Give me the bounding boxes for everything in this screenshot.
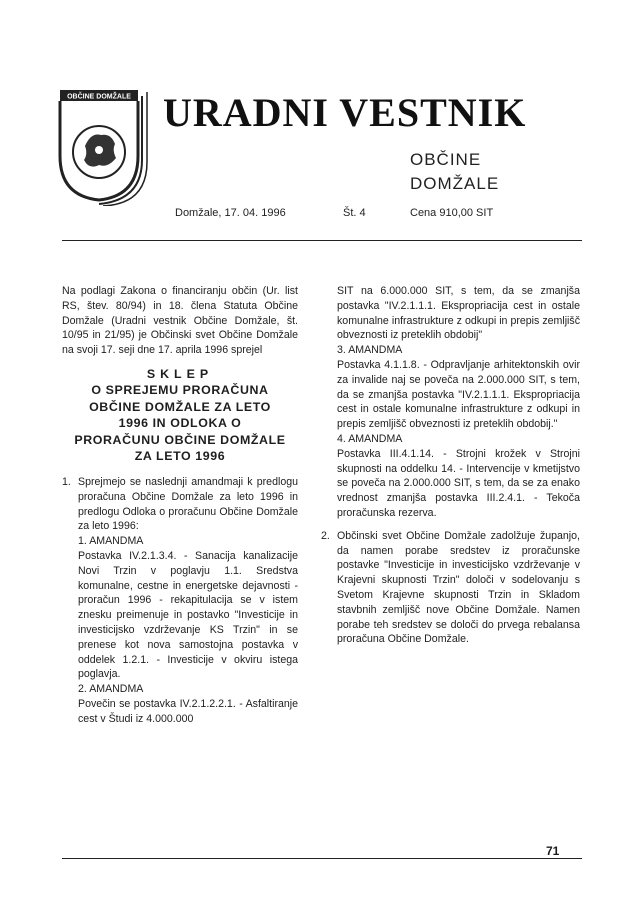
amendment-2-heading: 2. AMANDMA bbox=[78, 683, 144, 696]
municipality-logo bbox=[58, 88, 153, 206]
issue-price: Cena 910,00 SIT bbox=[410, 207, 494, 219]
decision-title-line: 1996 IN ODLOKA O bbox=[118, 416, 242, 431]
list-item-2 bbox=[321, 529, 580, 647]
issue-date: Domžale, 17. 04. 1996 bbox=[175, 207, 286, 219]
masthead-subtitle-line2: DOMŽALE bbox=[410, 174, 500, 193]
intro-paragraph: Na podlagi Zakona o financiranju občin (Ur. list RS, štev. 80/94) in 18. člena Statuta Občine Domžale (Uradni vestnik Občine Domžale, št. 10/95 in 21/95) je Občinski svet Občine Domžale na svoji 17. seji dne 17. aprila 1996 sprejel bbox=[62, 285, 298, 357]
decision-title bbox=[62, 366, 298, 465]
amendment-4-heading: 4. AMANDMA bbox=[337, 432, 403, 445]
page-number: 71 bbox=[546, 844, 560, 858]
decision-title-line: OBČINE DOMŽALE ZA LETO bbox=[89, 399, 271, 414]
amendment-1-text: Postavka IV.2.1.3.4. - Sanacija kanalizacije Novi Trzin v poglavju 1.1. Sredstva komunalne, cestne in energetske dejavnosti - proračun 1996 - rekapitulacija se v istem znesku preimenuje in postavko "Investicije in investicijsko vzdrževanje KS Trzin" in se prenese kot nova samostojna postavka v oddelek 1.2.1. - Investicije v okviru istega poglavja. bbox=[78, 549, 298, 681]
amendment-3-heading: 3. AMANDMA bbox=[337, 344, 403, 357]
left-column bbox=[62, 284, 298, 727]
amendment-3-text: Postavka 4.1.1.8. - Odpravljanje arhitektonskih ovir za invalide naj se poveča na 2.000.000 SIT, s tem, da se zmanjša postavka "IV.2.1.1.1. Ekspropriacija cest in ostale komunalne infrastrukture z odkupi in prepis zemljišč obveznosti iz preteklih obdobij." bbox=[337, 358, 580, 431]
item-1-text: Sprejmejo se naslednji amandmaji k predlogu proračuna Občine Domžale za leto 1996 in predlogu Odloka o proračunu Občine Domžale za leto 1996: bbox=[78, 475, 298, 533]
footer-rule bbox=[62, 858, 582, 859]
item-number: 1. bbox=[62, 475, 71, 488]
right-column bbox=[321, 284, 580, 647]
item-2-text: Občinski svet Občine Domžale zadolžuje županjo, da namen porabe sredstev iz proračunske postavke "Investicije in investicijsko vzdrževanje v Krajevni skupnosti Trzin" določi v sodelovanju s Svetom Krajevne skupnosti Trzin in Skladom stavbnih zemljišč nove Občine Domžale. Namen porabe teh sredstev se določi do prvega rebalansa proračuna Občine Domžale. bbox=[337, 529, 580, 646]
issue-number: Št. 4 bbox=[343, 207, 366, 219]
amendment-2-text: Povečin se postavka IV.2.1.2.2.1. - Asfaltiranje cest v Študi iz 4.000.000 bbox=[78, 697, 298, 725]
masthead-title: URADNI VESTNIK bbox=[163, 90, 527, 135]
amendment-4-text: Postavka III.4.1.14. - Strojni krožek v Strojni skupnosti na oddelku 14. - Intervencije v kmetijstvo se poveča na 2.000.000 SIT, s tem, da se za enako vrednost zmanjša postavka III.2.4.1. - Tekoča proračunska rezerva. bbox=[337, 447, 580, 519]
amendment-1-heading: 1. AMANDMA bbox=[78, 535, 144, 548]
item-number: 2. bbox=[321, 529, 330, 542]
logo-text: OBČINE DOMŽALE bbox=[67, 93, 131, 101]
amendment-2-continued: SIT na 6.000.000 SIT, s tem, da se zmanjša postavka "IV.2.1.1.1. Ekspropriacija cest in ostale komunalne infrastrukture z odkupi in prepis zemljišč obveznosti iz preteklih obdobij" bbox=[337, 285, 580, 342]
list-item-1 bbox=[62, 475, 298, 727]
header-rule bbox=[62, 240, 582, 241]
decision-title-sklep: SKLEP bbox=[146, 366, 214, 381]
decision-title-line: O SPREJEMU PRORAČUNA bbox=[91, 383, 269, 398]
decision-title-line: ZA LETO 1996 bbox=[134, 449, 226, 464]
masthead-subtitle-line1: OBČINE bbox=[410, 150, 482, 169]
decision-title-line: PRORAČUNU OBČINE DOMŽALE bbox=[74, 432, 286, 447]
